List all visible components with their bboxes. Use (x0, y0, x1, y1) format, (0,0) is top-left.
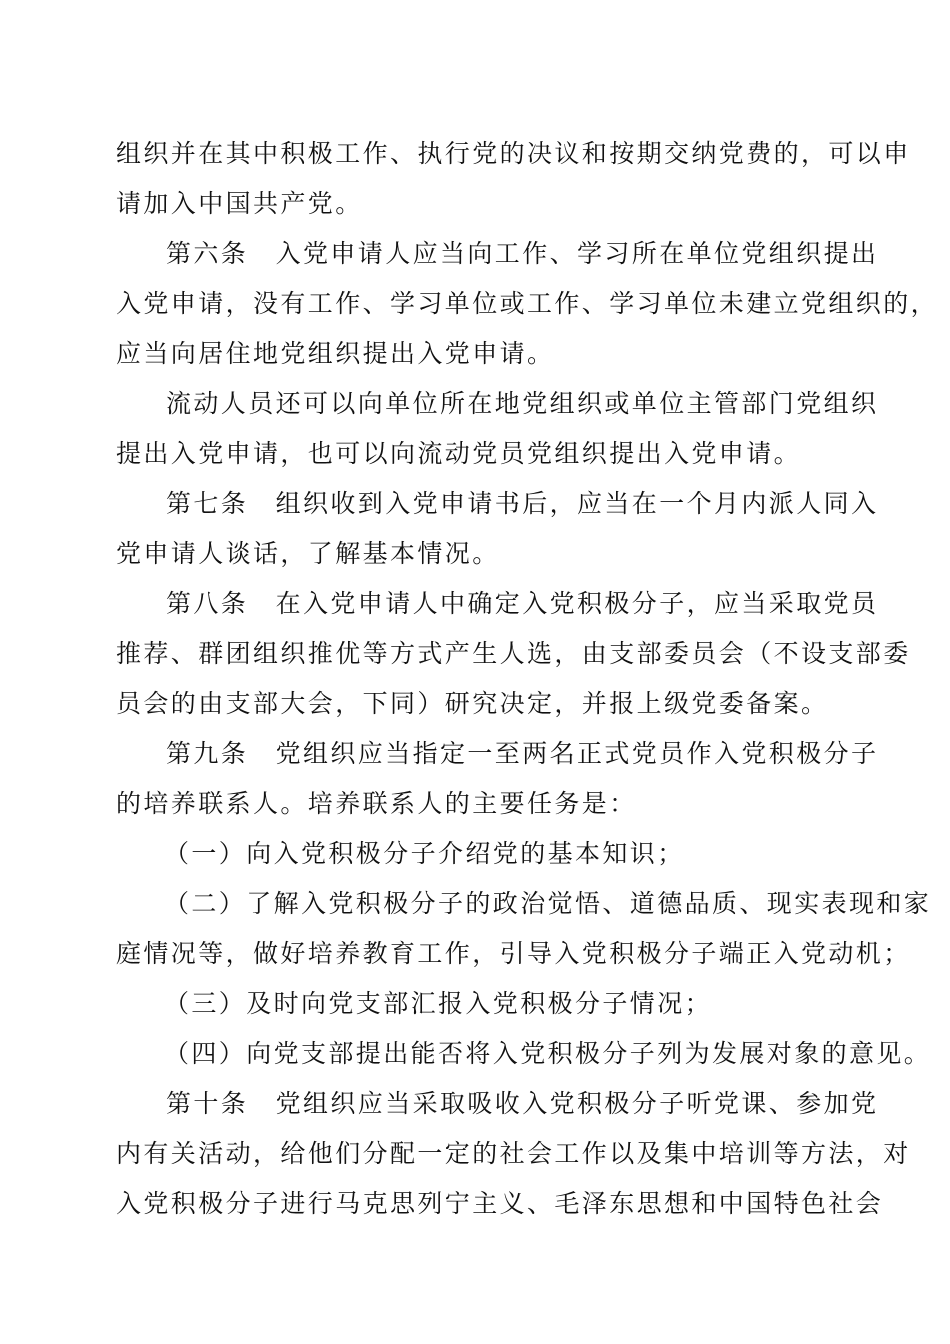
text-line: 推荐、群团组织推优等方式产生人选，由支部委员会（不设支部委 (116, 639, 911, 668)
paragraph-first-line: 流动人员还可以向单位所在地党组织或单位主管部门党组织 (166, 389, 879, 418)
list-item-1: （一）向入党积极分子介绍党的基本知识； (164, 839, 685, 868)
article-6-heading-line: 第六条 入党申请人应当向工作、学习所在单位党组织提出 (166, 239, 879, 268)
text-line: 组织并在其中积极工作、执行党的决议和按期交纳党费的，可以申 (116, 139, 911, 168)
text-line: 员会的由支部大会，下同）研究决定，并报上级党委备案。 (116, 689, 829, 718)
list-item-4: （四）向党支部提出能否将入党积极分子列为发展对象的意见。 (164, 1039, 932, 1068)
article-7-heading-line: 第七条 组织收到入党申请书后，应当在一个月内派人同入 (166, 489, 879, 518)
text-line: 请加入中国共产党。 (116, 189, 363, 218)
text-line: 提出入党申请，也可以向流动党员党组织提出入党申请。 (116, 439, 802, 468)
list-item-3: （三）及时向党支部汇报入党积极分子情况； (164, 989, 713, 1018)
article-10-heading-line: 第十条 党组织应当采取吸收入党积极分子听党课、参加党 (166, 1089, 879, 1118)
text-line: 入党申请，没有工作、学习单位或工作、学习单位未建立党组织的， (116, 289, 939, 318)
text-line: 内有关活动，给他们分配一定的社会工作以及集中培训等方法，对 (116, 1139, 911, 1168)
article-8-heading-line: 第八条 在入党申请人中确定入党积极分子，应当采取党员 (166, 589, 879, 618)
text-line: 入党积极分子进行马克思列宁主义、毛泽东思想和中国特色社会 (116, 1189, 884, 1218)
article-9-heading-line: 第九条 党组织应当指定一至两名正式党员作入党积极分子 (166, 739, 879, 768)
text-line: 党申请人谈话，了解基本情况。 (116, 539, 500, 568)
text-line: 庭情况等，做好培养教育工作，引导入党积极分子端正入党动机； (116, 939, 911, 968)
list-item-2: （二）了解入党积极分子的政治觉悟、道德品质、现实表现和家 (164, 889, 932, 918)
text-line: 的培养联系人。培养联系人的主要任务是： (116, 789, 637, 818)
text-line: 应当向居住地党组织提出入党申请。 (116, 339, 555, 368)
